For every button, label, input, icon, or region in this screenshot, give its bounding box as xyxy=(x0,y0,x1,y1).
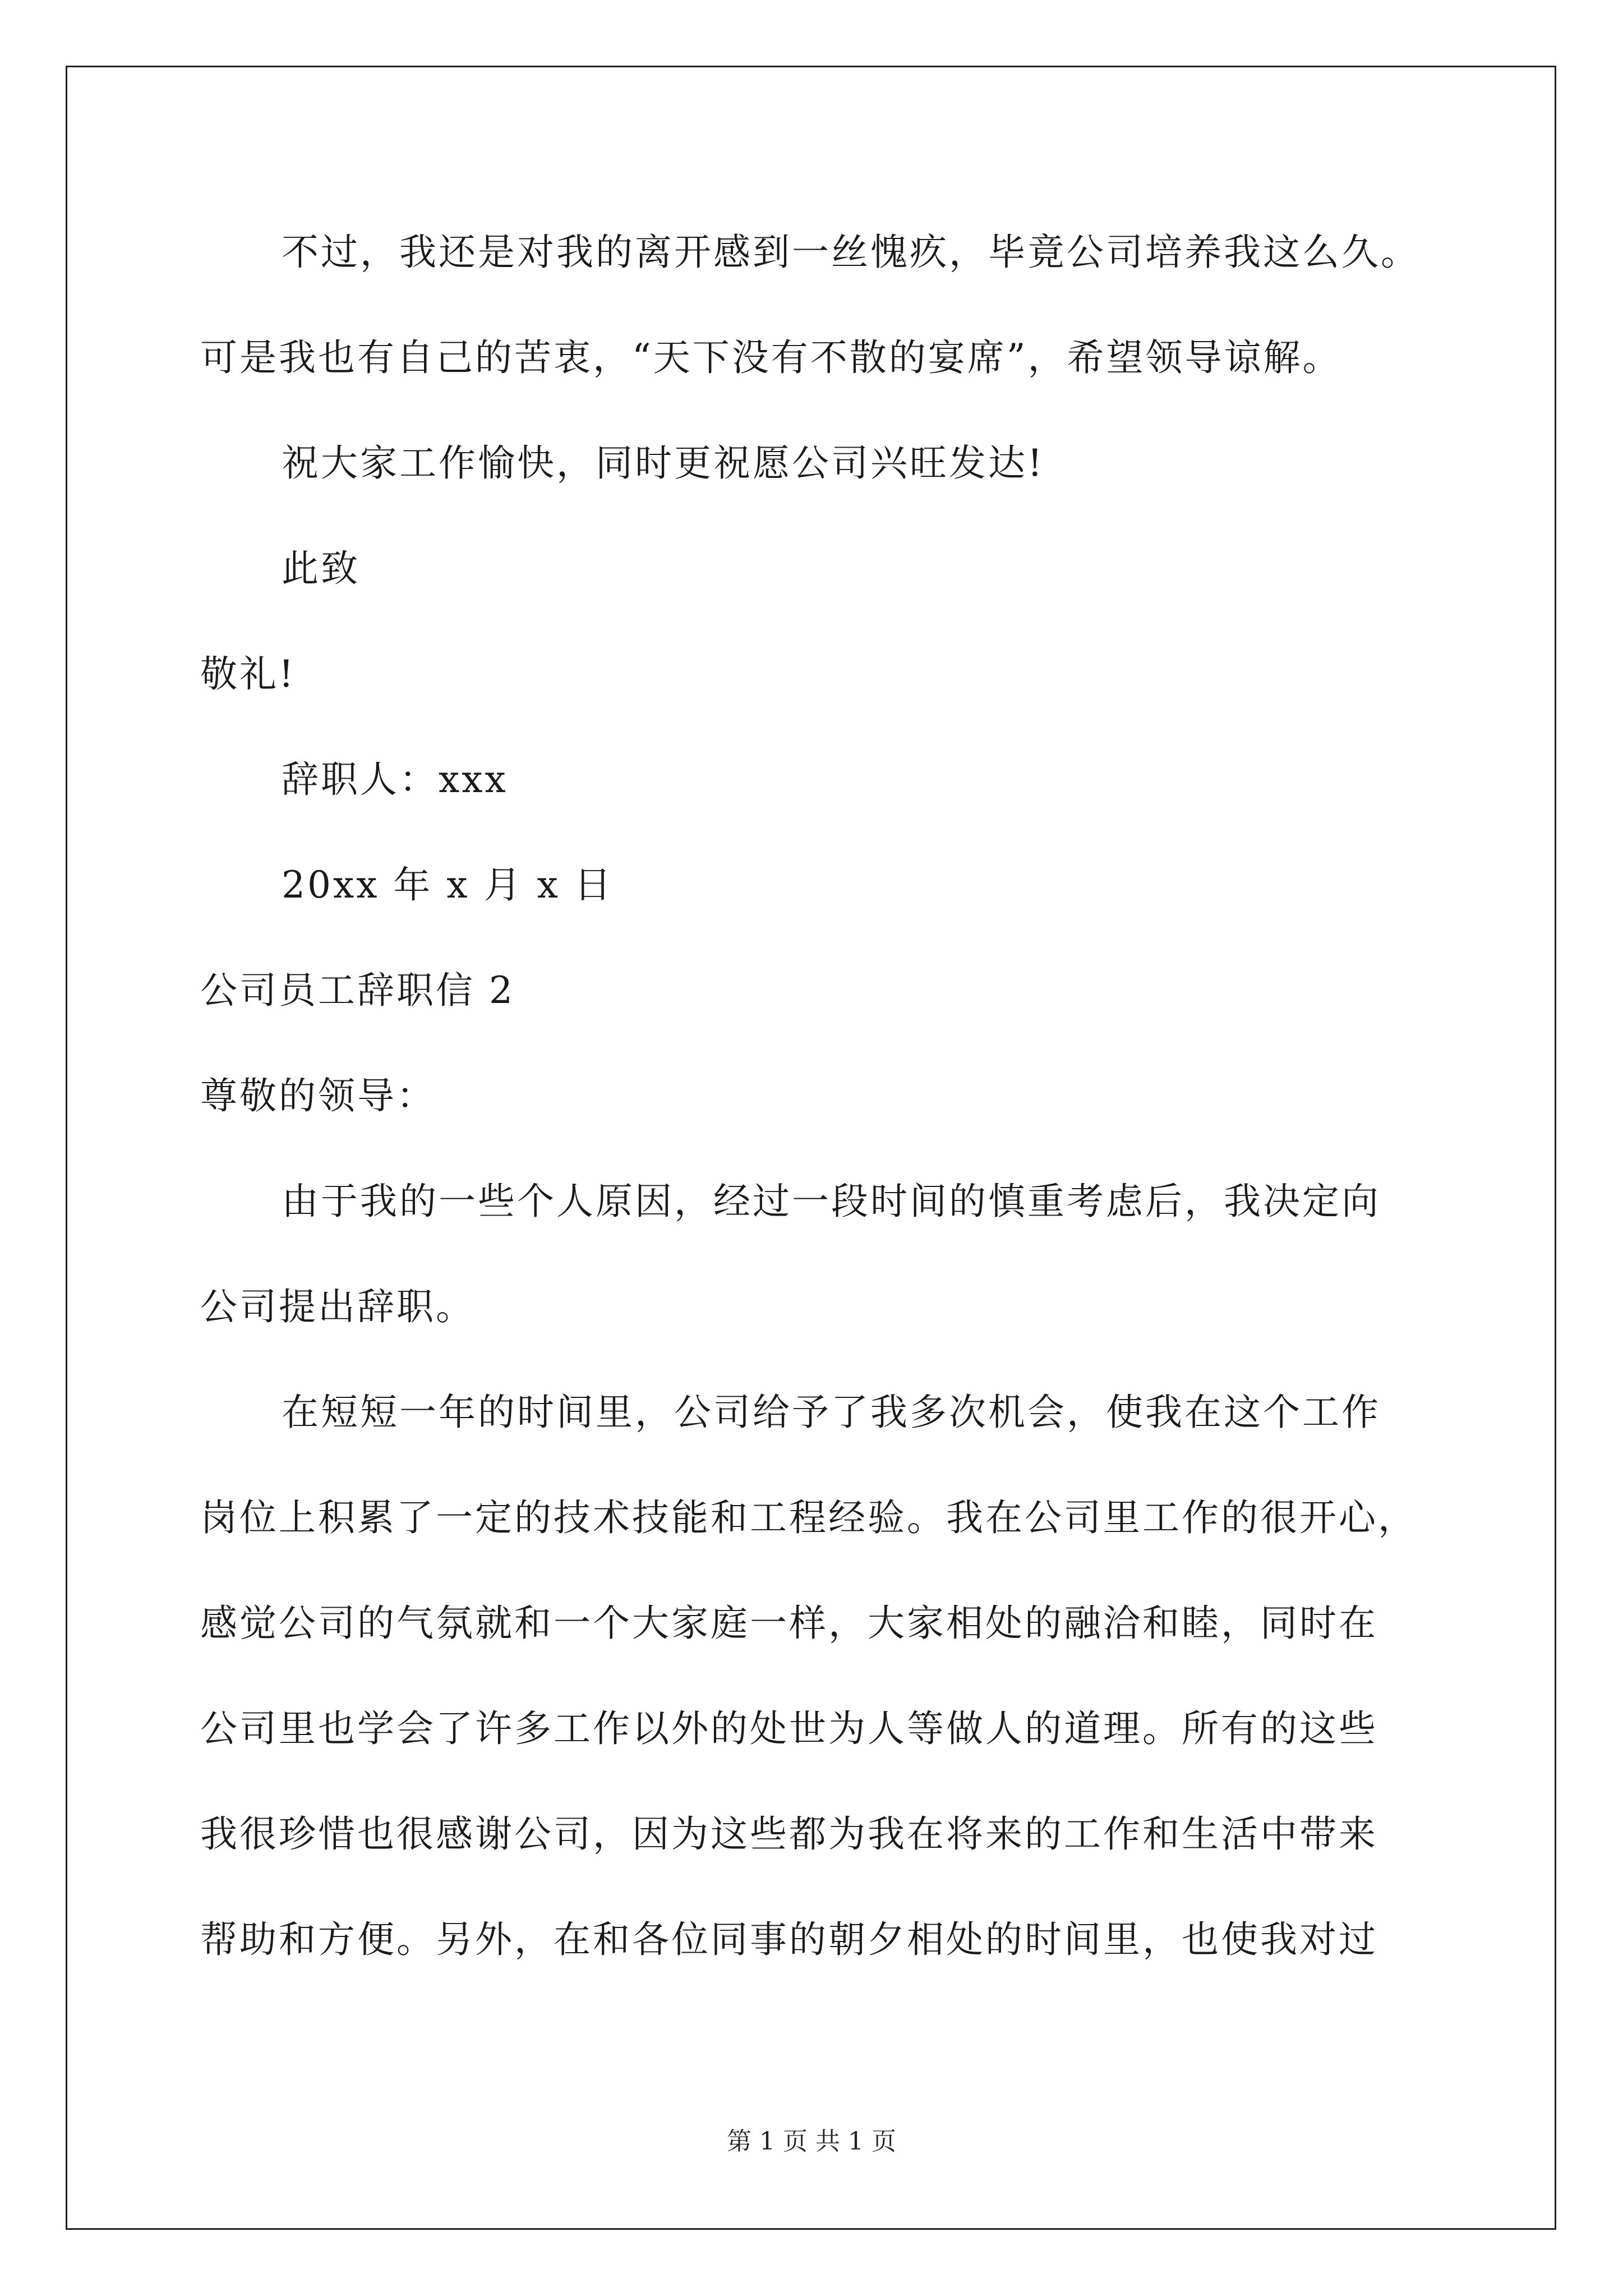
paragraph-line: 不过，我还是对我的离开感到一丝愧疚，毕竟公司培养我这么久。 xyxy=(282,231,1420,274)
page-border xyxy=(66,66,1556,2230)
paragraph-line: 帮助和方便。另外，在和各位同事的朝夕相处的时间里，也使我对过 xyxy=(200,1918,1378,1961)
paragraph-line: 可是我也有自己的苦衷，“天下没有不散的宴席”，希望领导谅解。 xyxy=(200,336,1342,379)
signature-line: 辞职人：xxx xyxy=(282,758,508,801)
page-footer: 第 1 页 共 1 页 xyxy=(727,2127,896,2156)
greeting-line: 尊敬的领导： xyxy=(200,1074,436,1117)
paragraph-line: 我很珍惜也很感谢公司，因为这些都为我在将来的工作和生活中带来 xyxy=(200,1812,1378,1856)
paragraph-line: 公司里也学会了许多工作以外的处世为人等做人的道理。所有的这些 xyxy=(200,1707,1378,1750)
closing-regards: 敬礼! xyxy=(200,652,296,696)
section-title: 公司员工辞职信 2 xyxy=(200,969,515,1012)
closing-salutation: 此致 xyxy=(282,547,360,590)
paragraph-line: 在短短一年的时间里，公司给予了我多次机会，使我在这个工作 xyxy=(282,1391,1381,1434)
date-line: 20xx 年 x 月 x 日 xyxy=(282,863,614,907)
paragraph-line: 感觉公司的气氛就和一个大家庭一样，大家相处的融洽和睦，同时在 xyxy=(200,1602,1378,1645)
paragraph-line: 祝大家工作愉快，同时更祝愿公司兴旺发达! xyxy=(282,441,1045,485)
paragraph-line: 岗位上积累了一定的技术技能和工程经验。我在公司里工作的很开心， xyxy=(200,1496,1417,1539)
paragraph-line: 由于我的一些个人原因，经过一段时间的慎重考虑后，我决定向 xyxy=(282,1180,1381,1223)
paragraph-line: 公司提出辞职。 xyxy=(200,1285,475,1328)
